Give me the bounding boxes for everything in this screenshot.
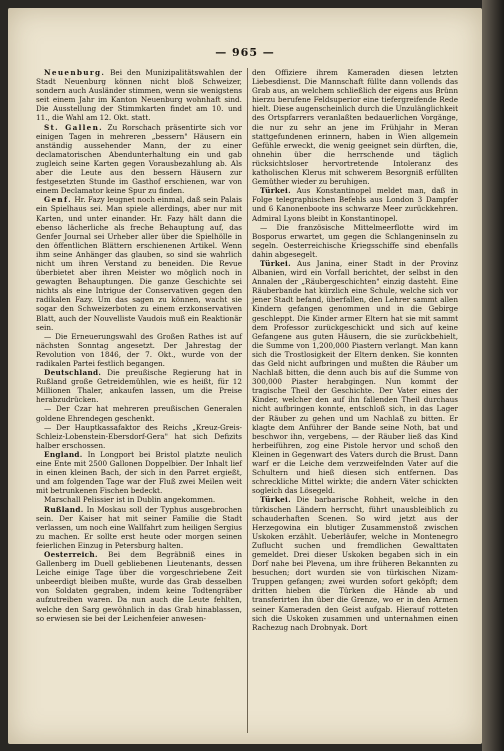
paragraph-keyword: England. — [44, 449, 83, 459]
paragraph-keyword: St. Gallen. — [44, 122, 103, 132]
paragraph-keyword: Türkei. — [260, 186, 291, 196]
page-number: — 965 — — [215, 46, 275, 59]
paragraph-text: — Die Erneuerungswahl des Großen Rathes ist auf nächsten Sonntag angesetzt. Der Jahrestag der Revolution von 1846, der 7. Okt., wurde von der radikalen Partei festlich begangen. — [36, 331, 242, 368]
left-column — [36, 68, 242, 623]
article-paragraph — [252, 68, 458, 186]
paragraph-text: den Offiziere ihrem Kameraden diesen letzten Liebesdienst. Die Mannschaft füllte dann vollends das Grab aus, an welchem schließlich der eigens aus Brünn hierzu berufene Feldsuperior eine tiefergreifende Rede hielt. Diese augenscheinlich durch die Unzulänglichkeit des Ortspfarrers veranlaßten bedauerlichen Vorgänge, die nur zu sehr an jene im Frühjahr in Meran stattgefundenen erinnern, haben in Wien allgemein Gefühle erweckt, die wenig geeignet sein dürften, die, ohnehin über die herrschende und täglich rücksichtsloser hervortretende Intoleranz des katholischen Klerus mit schwerem Besorgniß erfüllten Gemüther wieder zu beruhigen. — [252, 68, 458, 187]
paragraph-text: Zu Rorschach präsentirte sich vor einigen Tagen in mehreren „bessern" Häusern ein anständig aussehender Mann, der zu einer declamatorischen Abendunterhaltung ein und gab zugleich seine Karten gegen Vorausbezahlung ab. Als aber die Leute aus den bessern Häusern zur festgesetzten Stunde im Gasthof erschienen, war von einem Declamator keine Spur zu finden. — [36, 122, 242, 196]
paragraph-text: Aus Janina, einer Stadt in der Provinz Albanien, wird ein Vorfall berichtet, der selbst in den Annalen der „Räubergeschichten" einzig dasteht. Eine Räuberbande hat kürzlich eine Schule, welche sich vor jener Stadt befand, überfallen, den Lehrer sammt allen Kindern gefangen genommen und in die Gebirge geschleppt. Die Kinder armer Eltern hat sie mit sammt dem Professor zurückgeschickt und sich auf keine Gefangene aus guten Häusern, die sie zurückbehielt, die Summe von 1,200,000 Piastern verlangt. Man kann sich die Trostlosigkeit der Eltern denken. Sie konnten das Geld nicht aufbringen und mußten die Räuber um Nachlaß bitten, die denn auch bis auf die Summe von 300,000 Piaster herabgingen. Nun kommt der tragische Theil der Geschichte. Der Vater eines der Kinder, welcher den auf ihn fallenden Theil durchaus nicht aufbringen konnte, entschloß sich, in das Lager der Räuber zu gehen und um Nachlaß zu bitten. Er klagte dem Anführer der Bande seine Noth, bat und beschwor ihn, vergebens, — der Räuber ließ das Kind herbeiführen, zog eine Pistole hervor und schoß den Kleinen in Gegenwart des Vaters durch die Brust. Dann warf er die Leiche dem verzweifelnden Vater auf die Schultern und hieß diesen sich entfernen. Das schreckliche Mittel wirkte; die andern Väter schickten sogleich das Lösegeld. — [252, 258, 458, 496]
article-paragraph — [36, 195, 242, 331]
paragraph-text: Hr. Fazy leugnet noch einmal, daß sein Palais ein Spielhaus sei. Man spiele allerdings, aber nur mit Karten, und unter einander. Hr. Fazy hält dann die ebenso lächerliche als freche Behauptung auf, das Genfer Journal sei Urheber aller über die Spielhölle in den öffentlichen Blättern erschienenen Artikel. Wenn ihm seine Anhänger das glauben, so sind sie wahrlich nicht um ihren Verstand zu beneiden. Die Revue überbietet aber ihren Meister wo möglich noch in gewagten Behauptungen. Die ganze Geschichte sei nichts als eine Intrigue der Conservativen gegen den radikalen Fazy. Um das sagen zu können, wacht sie sogar den Schweizerboten zu einem erzkonservativen Blatt, auch der Nouvelliste Vaudois muß ein Reaktionär sein. — [36, 195, 242, 332]
paragraph-text: In Longport bei Bristol platzte neulich eine Ente mit 2500 Gallonen Doppelbier. Der Inhalt lief in einen kleinen Bach, der sich in den Parret ergießt, und am folgenden Tage war der Fluß zwei Meilen weit mit betrunkenen Fischen bedeckt. — [36, 449, 242, 496]
paragraph-text: Bei den Munizipalitätswahlen der Stadt Neuenburg können nicht bloß Schweizer, sondern auch Ausländer stimmen, wenn sie wenigstens seit einem Jahr im Kanton Neuenburg wohnhaft sind. Die Ausstellung der Stimmkarten findet am 10. und 11., die Wahl am 12. Okt. statt. — [36, 68, 242, 123]
paragraph-keyword: Deutschland. — [44, 368, 102, 378]
article-paragraph — [36, 423, 242, 450]
article-paragraph — [36, 505, 242, 550]
paragraph-keyword: Oesterreich. — [44, 549, 98, 559]
paragraph-text: Marschall Pelissier ist in Dublin angekommen. — [44, 495, 216, 505]
paragraph-text: Bei dem Begräbniß eines in Gallenberg im Duell gebliebenen Lieutenants, dessen Leiche einige Tage über die vorgeschriebene Zeit unbeerdigt bleiben mußte, wurde das Grab desselben von Soldaten gegraben, indem keine Todtengräber aufzutreiben waren. Da nun auch die Leute fehlten, welche den Sarg gewöhnlich in das Grab hinablassen, so erwiesen sie bei der Leichenfeier anwesen- — [36, 549, 242, 623]
article-paragraph — [36, 332, 242, 368]
right-column — [252, 68, 458, 632]
article-paragraph — [36, 404, 242, 422]
book-spine — [482, 0, 504, 751]
newspaper-page — [8, 8, 482, 744]
article-paragraph — [36, 550, 242, 623]
article-paragraph — [36, 123, 242, 196]
article-paragraph — [252, 186, 458, 222]
paragraph-text: — Der Hauptkassafaktor des Reichs „Kreuz-Greis-Schleiz-Lobenstein-Ebersdorf-Gera" hat sich Defizits halber erschossen. — [36, 422, 242, 450]
article-paragraph — [36, 450, 242, 495]
article-paragraph — [36, 368, 242, 404]
paragraph-keyword: Neuenburg. — [44, 68, 106, 77]
paragraph-text: — Der Czar hat mehreren preußischen Generalen goldene Ehrendegen geschenkt. — [36, 404, 242, 423]
paragraph-text: Die preußische Regierung hat in Rußland große Getreidemühlen, wie es heißt, für 12 Millionen Thaler, ankaufen lassen, um die Preise herabzudrücken. — [36, 368, 242, 405]
paragraph-keyword: Türkei. — [260, 258, 291, 268]
paragraph-text: Die barbarische Rohheit, welche in den türkischen Ländern herrscht, führt unausbleiblich zu schauderhaften Scenen. So wird jetzt aus der Herzegowina ein blutiger Zusammenstoß zwischen Uskoken erzählt. Ueberläufer, welche in Montenegro Zuflucht suchen und fremdlichen Gewalttaten gemeldet. Drei dieser Uskoken begaben sich in ein Dorf nahe bei Plevena, um ihre früheren Bekannten zu besuchen; dort wurden sie von türkischen Nizam-Truppen gefangen; zwei wurden sofort geköpft; dem dritten hieben die Türken die Hände ab und transferirten ihn über die Grenze, wo er in den Armen seiner Kameraden den Geist aufgab. Hierauf rotteten sich die Uskoken zusammen und unternahmen einen Rachezug nach Drobnyak. Dort — [252, 495, 458, 632]
column-divider — [247, 68, 248, 733]
paragraph-keyword: Genf. — [44, 195, 72, 205]
paragraph-text: In Moskau soll der Typhus ausgebrochen sein. Der Kaiser hat mit seiner Familie die Stadt verlassen, um noch eine Wallfahrt zum heiligen Sergius zu machen. Er sollte erst heute oder morgen seinen feierlichen Einzug in Petersburg halten. — [36, 504, 242, 550]
paragraph-text: — Die französische Mittelmeerflotte wird im Bosporus erwartet, um gegen die Schlangeninseln zu segeln. Oesterreichische Kriegsschiffe sind ebenfalls dahin abgesegelt. — [252, 222, 458, 259]
article-paragraph — [252, 223, 458, 259]
paragraph-keyword: Türkei. — [260, 495, 291, 505]
article-paragraph — [252, 495, 458, 631]
article-paragraph — [36, 495, 242, 504]
article-paragraph — [252, 259, 458, 495]
article-paragraph — [36, 68, 242, 123]
paragraph-keyword: Rußland. — [44, 504, 84, 514]
paragraph-text: Aus Konstantinopel meldet man, daß in Folge telegraphischen Befehls aus London 3 Dampfer und 6 Kanonenboote ins schwarze Meer zurückkehren. Admiral Lyons bleibt in Konstantinopel. — [252, 186, 458, 223]
